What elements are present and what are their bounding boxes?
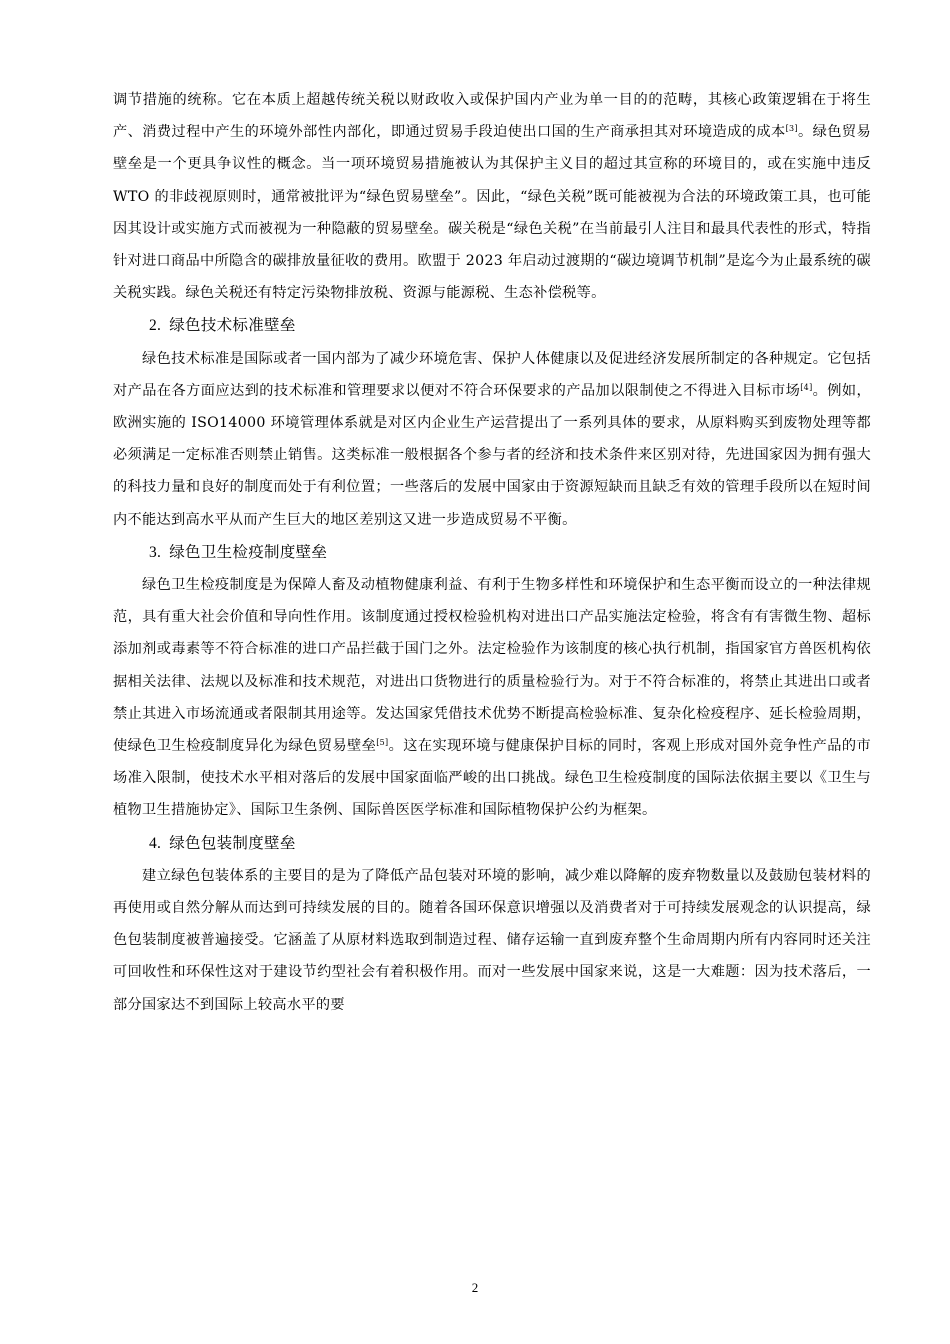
citation-4: [4] [800,382,813,392]
paragraph-sanitary-quarantine [113,569,871,827]
section-heading-sanitary-quarantine [113,536,871,569]
heading-title: 绿色包装制度壁垒 [169,833,296,852]
paragraph-text: 。这在实现环境与健康保护目标的同时，客观上形成对国外竞争性产品的市场准入限制，使技术水平相对落后的发展中国家面临严峻的出口挑战。绿色卫生检疫制度的国际法依据主要以《卫生与植物卫生措施协定》、国际卫生条例、国际兽医医学标准和国际植物保护公约为框架。 [113,738,872,819]
paragraph-text: 绿色技术标准是国际或者一国内部为了减少环境危害、保护人体健康以及促进经济发展所制定的各种规定。它包括对产品在各方面应达到的技术标准和管理要求以便对不符合环保要求的产品加以限制使之不得进入目标市场 [113,350,871,399]
paragraph-text: 。绿色贸易壁垒是一个更具争议性的概念。当一项环境贸易措施被认为其保护主义目的超过其宣称的环境目的，或在实施中违反 WTO 的非歧视原则时，通常被批评为“绿色贸易壁垒”。因此，“绿色关税”既可能被视为合法的环境政策工具，也可能因其设计或实施方式而被视为一种隐蔽的贸易壁垒。碳关税是“绿色关税”在当前最引人注目和最具代表性的形式，特指针对进口商品中所隐含的碳排放量征收的费用。欧盟于 2023 年启动过渡期的“碳边境调节机制”是迄今为止最系统的碳关税实践。绿色关税还有特定污染物排放税、资源与能源税、生态补偿税等。 [113,124,871,302]
paragraph-text: 调节措施的统称。它在本质上超越传统关税以财政收入或保护国内产业为单一目的的范畴，其核心政策逻辑在于将生产、消费过程中产生的环境外部性内部化，即通过贸易手段迫使出口国的生产商承担其对环境造成的成本 [113,92,871,141]
document-body [113,84,871,1021]
paragraph-green-tariff-continued [113,84,871,309]
heading-number: 2. [149,317,162,335]
citation-5: [5] [376,738,389,748]
heading-title: 绿色技术标准壁垒 [169,316,296,335]
paragraph-text: 。例如，欧洲实施的 ISO14000 环境管理体系就是对区内企业生产运营提出了一系列具体的要求，从原料购买到废物处理等都必须满足一定标准否则禁止销售。这类标准一般根据各个参与者的经济和技术条件来区别对待，先进国家因为拥有强大的科技力量和良好的制度而处于有利位置；一些落后的发展中国家由于资源短缺而且缺乏有效的管理手段所以在短时间内不能达到高水平从而产生巨大的地区差别这又进一步造成贸易不平衡。 [113,382,871,528]
heading-title: 绿色卫生检疫制度壁垒 [169,542,328,561]
heading-number: 4. [149,834,162,852]
citation-3: [3] [785,124,798,134]
heading-number: 3. [149,543,162,561]
paragraph-green-packaging: 建立绿色包装体系的主要目的是为了降低产品包装对环境的影响，减少难以降解的废弃物数量以及鼓励包装材料的再使用或自然分解从而达到可持续发展的目的。随着各国环保意识增强以及消费者对于可持续发展观念的认识提高，绿色包装制度被普遍接受。它涵盖了从原材料选取到制造过程、储存运输一直到废弃整个生命周期内所有内容同时还关注可回收性和环保性这对于建设节约型社会有着积极作用。而对一些发展中国家来说，这是一大难题：因为技术落后，一部分国家达不到国际上较高水平的要 [113,867,871,1013]
paragraph-text: 绿色卫生检疫制度是为保障人畜及动植物健康利益、有利于生物多样性和环境保护和生态平衡而设立的一种法律规范，具有重大社会价值和导向性作用。该制度通过授权检验机构对进出口产品实施法定检验，将含有有害微生物、超标添加剂或毒素等不符合标准的进口产品拦截于国门之外。法定检验作为该制度的核心执行机制，指国家官方兽医机构依据相关法律、法规以及标准和技术规范，对进出口货物进行的质量检验行为。对于不符合标准的，将禁止其进出口或者禁止其进入市场流通或者限制其用途等。发达国家凭借技术优势不断提高检验标准、复杂化检疫程序、延长检验周期，使绿色卫生检疫制度异化为绿色贸易壁垒 [113,577,871,755]
page-number: 2 [471,1280,479,1295]
paragraph-tech-standards [113,343,871,536]
section-heading-tech-standards [113,309,871,342]
section-heading-green-packaging [113,827,871,860]
